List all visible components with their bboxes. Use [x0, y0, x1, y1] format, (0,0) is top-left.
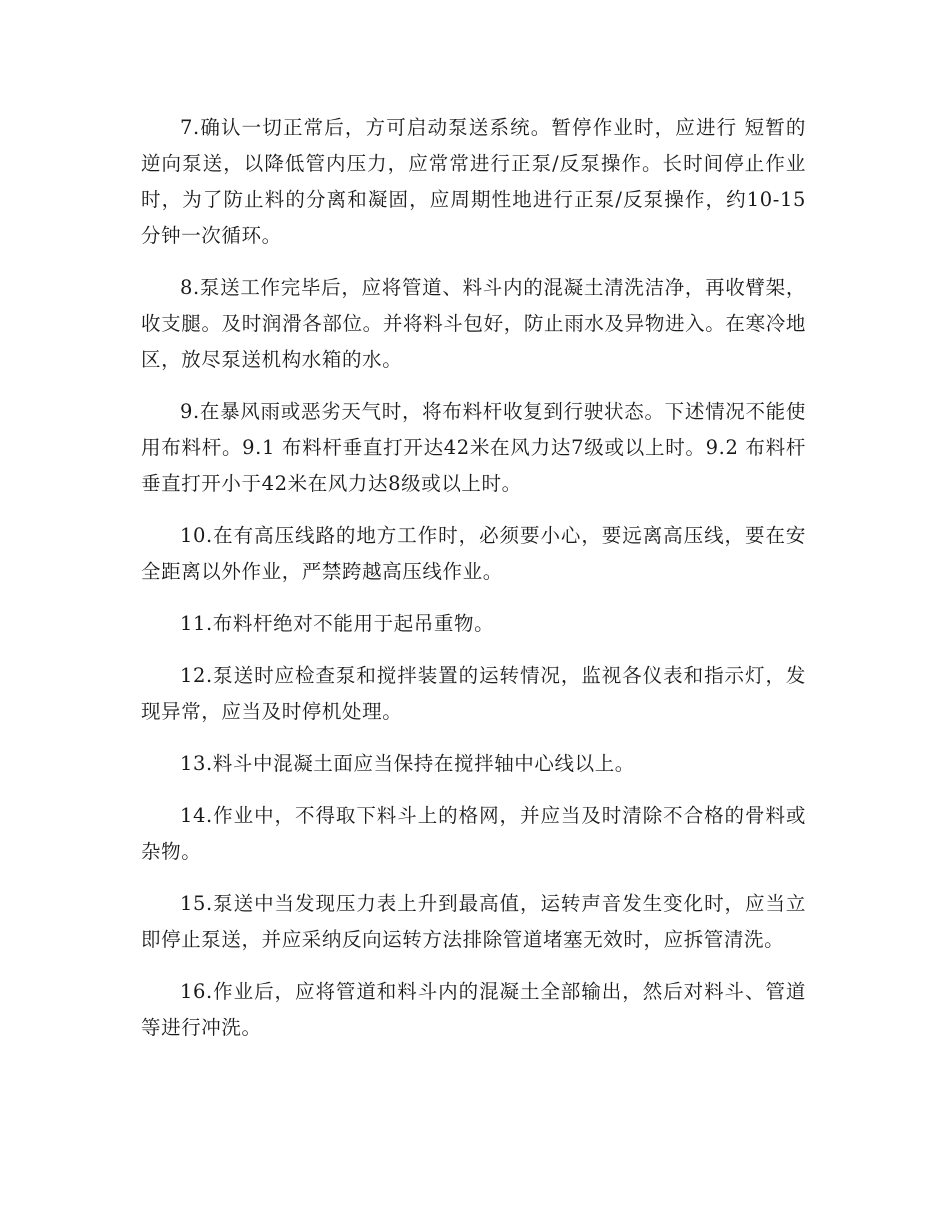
paragraph-7: 7.确认一切正常后，方可启动泵送系统。暂停作业时，应进行 短暂的逆向泵送，以降低管内压力，应常常进行正泵/反泵操作。长时间停止作业时，为了防止料的分离和凝固，应周期性地进行正泵/反泵操作，约10-15分钟一次循环。 — [141, 116, 806, 247]
paragraph-12: 12.泵送时应检查泵和搅拌装置的运转情况，监视各仪表和指示灯，发现异常，应当及时停机处理。 — [141, 664, 806, 723]
document-body — [141, 110, 806, 1062]
paragraph-11: 11.布料杆绝对不能用于起吊重物。 — [180, 612, 495, 635]
paragraph-13: 13.料斗中混凝土面应当保持在搅拌轴中心线以上。 — [180, 752, 635, 775]
paragraph-8: 8.泵送工作完毕后，应将管道、料斗内的混凝土清洗洁净，再收臂架，收支腿。及时润滑各部位。并将料斗包好，防止雨水及异物进入。在寒冷地区，放尽泵送机构水箱的水。 — [141, 276, 806, 371]
paragraph-15: 15.泵送中当发现压力表上升到最高值，运转声音发生变化时，应当立即停止泵送，并应采纳反向运转方法排除管道堵塞无效时，应拆管清洗。 — [141, 892, 806, 951]
paragraph-10: 10.在有高压线路的地方工作时，必须要小心，要远离高压线，要在安全距离以外作业，严禁跨越高压线作业。 — [141, 524, 806, 583]
paragraph-14: 14.作业中，不得取下料斗上的格网，并应当及时清除不合格的骨料或杂物。 — [141, 804, 806, 863]
paragraph-16: 16.作业后，应将管道和料斗内的混凝土全部输出，然后对料斗、管道等进行冲洗。 — [141, 980, 806, 1039]
paragraph-9: 9.在暴风雨或恶劣天气时，将布料杆收复到行驶状态。下述情况不能使用布料杆。9.1 布料杆垂直打开达42米在风力达7级或以上时。9.2 布料杆垂直打开小于42米在风力达8级或以上时。 — [141, 400, 806, 495]
